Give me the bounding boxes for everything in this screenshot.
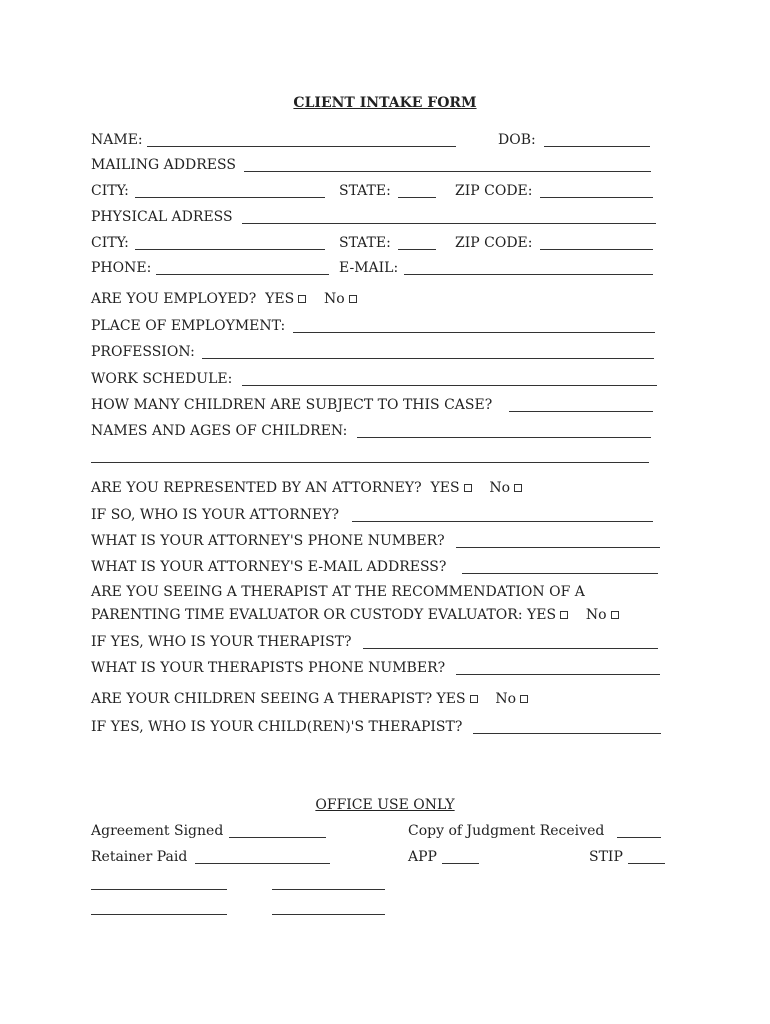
employed-question <box>91 291 357 307</box>
represented-question <box>91 480 522 496</box>
therapist-who-label: IF YES, WHO IS YOUR THERAPIST? <box>91 634 352 650</box>
judgment-copy-field[interactable] <box>617 837 661 838</box>
no-label: No <box>585 607 607 623</box>
yes-label: YES <box>430 480 460 496</box>
phone-field[interactable] <box>156 274 329 275</box>
children-count-label: HOW MANY CHILDREN ARE SUBJECT TO THIS CASE? <box>91 397 493 413</box>
profession-label: PROFESSION: <box>91 344 195 360</box>
physical-address-label: PHYSICAL ADRESS <box>91 209 233 225</box>
therapist-phone-label: WHAT IS YOUR THERAPISTS PHONE NUMBER? <box>91 660 446 676</box>
physical-address-field[interactable] <box>242 223 656 224</box>
therapist-question-line2 <box>91 607 619 623</box>
agreement-signed-field[interactable] <box>229 837 326 838</box>
state-label: STATE: <box>339 183 391 199</box>
children-names-field-continued[interactable] <box>91 462 649 463</box>
judgment-copy-label: Copy of Judgment Received <box>408 823 605 839</box>
dob-field[interactable] <box>544 146 650 147</box>
attorney-phone-label: WHAT IS YOUR ATTORNEY'S PHONE NUMBER? <box>91 533 445 549</box>
no-label: No <box>489 480 511 496</box>
zip-label: ZIP CODE: <box>455 235 533 251</box>
children-therapist-yes-checkbox[interactable] <box>470 695 478 703</box>
stip-label: STIP <box>589 849 623 865</box>
zip-field[interactable] <box>540 197 653 198</box>
state-field[interactable] <box>398 197 436 198</box>
stip-field[interactable] <box>628 863 665 864</box>
children-names-field[interactable] <box>357 437 651 438</box>
blank-line[interactable] <box>272 889 385 890</box>
yes-label: YES <box>265 291 295 307</box>
therapist-yes-checkbox[interactable] <box>560 611 568 619</box>
attorney-who-field[interactable] <box>352 521 653 522</box>
mailing-address-field[interactable] <box>244 171 651 172</box>
place-of-employment-field[interactable] <box>293 332 655 333</box>
therapist-question-line1: ARE YOU SEEING A THERAPIST AT THE RECOMMENDATION OF A <box>91 584 585 600</box>
children-therapist-label: ARE YOUR CHILDREN SEEING A THERAPIST? <box>91 691 433 707</box>
attorney-email-label: WHAT IS YOUR ATTORNEY'S E-MAIL ADDRESS? <box>91 559 447 575</box>
city-label: CITY: <box>91 183 129 199</box>
attorney-phone-field[interactable] <box>456 547 660 548</box>
therapist-question-label: PARENTING TIME EVALUATOR OR CUSTODY EVALUATOR: <box>91 607 523 623</box>
therapist-phone-field[interactable] <box>456 674 660 675</box>
children-therapist-who-field[interactable] <box>473 733 661 734</box>
form-title: CLIENT INTAKE FORM <box>293 95 477 111</box>
represented-no-checkbox[interactable] <box>514 484 522 492</box>
city-label: CITY: <box>91 235 129 251</box>
children-therapist-who-label: IF YES, WHO IS YOUR CHILD(REN)'S THERAPIST? <box>91 719 463 735</box>
blank-line[interactable] <box>272 914 385 915</box>
profession-field[interactable] <box>202 358 654 359</box>
attorney-who-label: IF SO, WHO IS YOUR ATTORNEY? <box>91 507 339 523</box>
zip-field[interactable] <box>540 249 653 250</box>
name-label: NAME: <box>91 132 143 148</box>
city-field[interactable] <box>135 249 325 250</box>
retainer-paid-label: Retainer Paid <box>91 849 188 865</box>
work-schedule-label: WORK SCHEDULE: <box>91 371 233 387</box>
dob-label: DOB: <box>498 132 536 148</box>
app-field[interactable] <box>442 863 479 864</box>
work-schedule-field[interactable] <box>242 385 657 386</box>
name-field[interactable] <box>147 146 456 147</box>
state-label: STATE: <box>339 235 391 251</box>
employed-label: ARE YOU EMPLOYED? <box>91 291 257 307</box>
therapist-no-checkbox[interactable] <box>611 611 619 619</box>
place-of-employment-label: PLACE OF EMPLOYMENT: <box>91 318 286 334</box>
represented-label: ARE YOU REPRESENTED BY AN ATTORNEY? <box>91 480 422 496</box>
children-names-label: NAMES AND AGES OF CHILDREN: <box>91 423 348 439</box>
children-therapist-question <box>91 691 528 707</box>
children-therapist-no-checkbox[interactable] <box>520 695 528 703</box>
state-field[interactable] <box>398 249 436 250</box>
phone-label: PHONE: <box>91 260 152 276</box>
email-field[interactable] <box>404 274 653 275</box>
attorney-email-field[interactable] <box>462 573 658 574</box>
employed-no-checkbox[interactable] <box>349 295 357 303</box>
employed-yes-checkbox[interactable] <box>298 295 306 303</box>
city-field[interactable] <box>135 197 325 198</box>
yes-label: YES <box>436 691 466 707</box>
agreement-signed-label: Agreement Signed <box>91 823 224 839</box>
blank-line[interactable] <box>91 914 227 915</box>
zip-label: ZIP CODE: <box>455 183 533 199</box>
blank-line[interactable] <box>91 889 227 890</box>
office-use-heading: OFFICE USE ONLY <box>315 797 455 813</box>
no-label: No <box>324 291 345 307</box>
retainer-paid-field[interactable] <box>195 863 330 864</box>
children-count-field[interactable] <box>509 411 653 412</box>
yes-label: YES <box>527 607 557 623</box>
no-label: No <box>495 691 517 707</box>
represented-yes-checkbox[interactable] <box>464 484 472 492</box>
app-label: APP <box>408 849 437 865</box>
mailing-address-label: MAILING ADDRESS <box>91 157 236 173</box>
therapist-who-field[interactable] <box>363 648 658 649</box>
email-label: E-MAIL: <box>339 260 399 276</box>
